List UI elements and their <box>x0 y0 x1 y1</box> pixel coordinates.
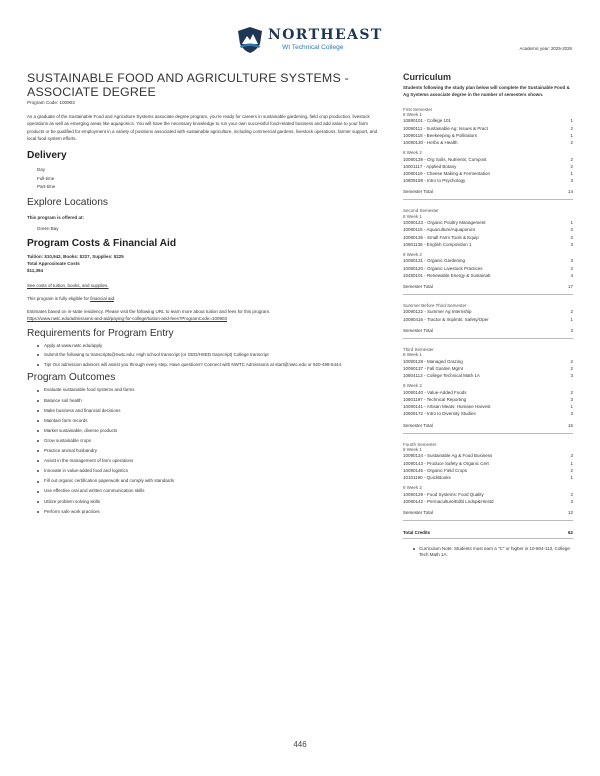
outcome-item: Maintain farm records <box>37 418 385 425</box>
outcome-item: Evaluate sustainable food systems and farms <box>37 387 385 394</box>
week-label: 8 Week 1 <box>403 352 422 358</box>
course-credits: 3 <box>570 453 573 459</box>
tuition-url-link[interactable]: https://www.nwtc.edu/admissions-and-aid/paying-for-college/tuition-and-fees?ProgramCode=100903 <box>27 315 227 321</box>
semester-list <box>403 107 573 521</box>
college-logo <box>236 26 386 54</box>
tuition-text: Tuition: $10,942, Books: $227, Supplies: $225 <box>27 253 124 259</box>
costs-heading: Program Costs & Financial Aid <box>27 237 177 249</box>
page-header <box>0 0 600 60</box>
outcome-item: Fill out organic certification paperwork and comply with standards <box>37 478 385 485</box>
course-credits: 2 <box>570 163 573 169</box>
total-costs-label-text: Total Approximate Costs <box>27 260 80 266</box>
shield-icon <box>236 26 264 54</box>
semester-total-label: Semester Total <box>403 422 433 428</box>
course-credits: 3 <box>570 498 573 504</box>
semester-block <box>403 347 573 434</box>
semester-block <box>403 442 573 521</box>
course-credits: 2 <box>570 491 573 497</box>
total-credits-value: 62 <box>567 529 573 535</box>
course-row <box>403 241 573 248</box>
outcomes-heading: Program Outcomes <box>27 372 116 384</box>
course-name: 10480101 - Renewable Energy & Sustainab <box>403 272 491 278</box>
course-name: 10804113 - College Technical Math 1A <box>403 373 480 379</box>
total-costs-value <box>27 267 385 274</box>
week-label: 8 Week 2 <box>403 485 422 491</box>
semester-name: Summer Before Third Semester <box>403 303 467 309</box>
delivery-item: Day <box>37 167 46 173</box>
semester-total-label: Semester Total <box>403 284 433 290</box>
course-name: 10090111 - Sustainable Ag: Issues & Pract <box>403 125 488 131</box>
delivery-item: Full-time <box>37 175 55 181</box>
outcome-item: Use effective oral and written communication skills <box>37 488 385 495</box>
course-row <box>403 139 573 146</box>
semester-block <box>403 303 573 339</box>
semester-total-value: 16 <box>567 422 573 428</box>
course-name: 10090139 - Org Soils, Nutrients, Compost <box>403 156 487 162</box>
course-credits: 2 <box>570 265 573 271</box>
course-credits: 1 <box>570 460 573 466</box>
course-credits: 2 <box>570 156 573 162</box>
week-label: 8 Week 2 <box>403 383 422 389</box>
estimates-text: Estimates based on in-state residency. Please visit the following URL to learn more about tuition and fees for this program. <box>27 308 271 314</box>
course-row <box>403 234 573 241</box>
course-credits: 2 <box>570 389 573 395</box>
program-description: As a graduate of the Sustainable Food and Agriculture Systems associate degree program, you're ready for careers in sustainable gardening, field crop production, livestock operations as well as emerging areas like aquaponics. You will have the necessary knowledge to run your own successful food-related business and add value to your farm products or be qualified for employment in a variety of positions associated with sustainable agriculture, including commercial gardens, livestock operations, farmer support, and local food system efforts. <box>27 114 378 142</box>
course-name: 10090130 - Herbs & Health <box>403 140 458 146</box>
course-row <box>403 403 573 410</box>
course-row <box>403 125 573 132</box>
course-name: 10090137 - Fall Garden Mgmt <box>403 365 464 371</box>
course-row <box>403 389 573 396</box>
course-name: 10090141 - Artisan Meats: Humane Harvest <box>403 404 491 410</box>
course-name: 10801197 - Technical Reporting <box>403 396 467 402</box>
delivery-list <box>27 166 385 191</box>
course-credits: 2 <box>570 125 573 131</box>
outcome-item: Utilize problem solving skills <box>37 499 385 506</box>
course-row <box>403 358 573 365</box>
financial-aid-link[interactable]: financial aid <box>90 295 115 301</box>
week-label: 8 Week 1 <box>403 213 422 219</box>
course-row <box>403 491 573 498</box>
semester-total-row <box>403 189 573 200</box>
semester-total-label: Semester Total <box>403 509 433 515</box>
curriculum-note: Curriculum Note: Students must earn a "C" or higher in 10-804-113, College Tech Math 1A. <box>413 546 573 559</box>
week-label: 8 Week 2 <box>403 150 422 156</box>
course-credits: 1 <box>570 171 573 177</box>
semester-name: Fourth Semester <box>403 441 437 447</box>
see-costs-link[interactable]: See costs of tuition, books, and supplies. <box>27 282 109 288</box>
delivery-item: Part-time <box>37 184 56 190</box>
outcome-item: Perform safe work practices <box>37 509 385 516</box>
semester-name: First Semester <box>403 106 433 112</box>
course-credits: 1 <box>570 132 573 138</box>
semester-total-label: Semester Total <box>403 189 433 195</box>
course-row <box>403 410 573 417</box>
outcome-item: Practice animal husbandry <box>37 448 385 455</box>
semester-total-row <box>403 284 573 295</box>
course-credits: 1 <box>570 118 573 124</box>
course-name: 10809198 - Intro to Psychology <box>403 178 466 184</box>
course-name: 10090136 - Small Farm Tools & Equip <box>403 234 479 240</box>
course-row <box>403 272 573 279</box>
course-credits: 2 <box>570 358 573 364</box>
course-credits: 2 <box>570 365 573 371</box>
course-row <box>403 132 573 139</box>
logo-name: NORTHEAST <box>268 27 383 43</box>
course-name: 10090128 - Managed Grazing <box>403 358 463 364</box>
aid-suffix: . <box>114 295 116 301</box>
semester-total-value: 12 <box>567 509 573 515</box>
program-code: Program Code: 100903 <box>27 100 75 106</box>
logo-subtitle: WI Technical College <box>282 44 344 51</box>
course-credits: 2 <box>570 140 573 146</box>
page-number: 446 <box>293 740 307 749</box>
course-credits: 4 <box>570 272 573 278</box>
total-costs-value-text: $11,394 <box>27 267 44 273</box>
course-name: 10090143 - Produce Safety & Organic Cert <box>403 460 489 466</box>
program-title: SUSTAINABLE FOOD AND AGRICULTURE SYSTEMS - ASSOCIATE DEGREE <box>27 71 349 99</box>
course-name: 10101190 - QuickBooks <box>403 474 451 480</box>
course-name: 10801136 - English Composition 1 <box>403 241 472 247</box>
course-row <box>403 156 573 163</box>
course-row <box>403 467 573 474</box>
course-credits: 3 <box>570 241 573 247</box>
semester-block <box>403 208 573 295</box>
tuition-line <box>27 253 385 260</box>
course-name: 10090416 - Tractor & Implmts: Safety/Oper <box>403 316 489 322</box>
total-credits-label: Total Credits <box>403 529 431 535</box>
curriculum-intro: Students following the study plan below will complete the Sustainable Food & Ag Systems associate degree in the number of semesters shown. <box>403 85 570 97</box>
course-credits: 3 <box>570 411 573 417</box>
outcome-item: Market sustainable, diverse products <box>37 428 385 435</box>
total-credits-row <box>403 530 573 539</box>
requirement-item: Apply at www.nwtc.edu/apply <box>37 343 385 350</box>
course-name: 10090134 - Sustainable Ag & Food Business <box>403 453 493 459</box>
course-name: 10090145 - Organic Field Crops <box>403 467 468 473</box>
course-row <box>403 308 573 315</box>
curriculum-heading: Curriculum <box>403 72 452 82</box>
course-row <box>403 316 573 323</box>
left-column <box>27 72 385 519</box>
course-row <box>403 219 573 226</box>
course-row <box>403 460 573 467</box>
requirements-heading: Requirements for Program Entry <box>27 327 174 339</box>
curriculum-column <box>403 72 573 559</box>
course-name: 10090142 - Permaculture/Edbl Lndsp&Hmstd <box>403 498 494 504</box>
semester-total-label: Semester Total <box>403 327 433 333</box>
requirements-list <box>27 343 385 369</box>
course-name: 10090115 - Aquaculture/Aquaponics <box>403 227 476 233</box>
course-credits: 3 <box>570 178 573 184</box>
course-name: 10090131 - Organic Gardening <box>403 258 466 264</box>
course-credits: 1 <box>570 316 573 322</box>
course-name: 10090119 - Cheese Making & Fermentation <box>403 171 490 177</box>
semester-total-row <box>403 423 573 434</box>
academic-year: Academic year: 2025-2026 <box>519 46 572 51</box>
course-row <box>403 226 573 233</box>
week-label: 8 Week 1 <box>403 446 422 452</box>
course-row <box>403 372 573 379</box>
outcomes-list <box>27 387 385 515</box>
course-row <box>403 365 573 372</box>
course-row <box>403 265 573 272</box>
semester-name: Third Semester <box>403 346 434 352</box>
course-credits: 1 <box>570 474 573 480</box>
course-name: 10001117 - Applied Botany <box>403 163 457 169</box>
see-costs-paragraph <box>27 282 385 289</box>
course-credits: 3 <box>570 258 573 264</box>
course-name: 10890101 - College 101 <box>403 118 452 124</box>
course-row <box>403 396 573 403</box>
requirement-item: Tip! Our admission advisors will assist you through every step. Have questions? Connect with NWTC Admissions at start@nwtc.edu or 920-498-5444. <box>37 362 385 369</box>
curriculum-notes <box>403 546 573 559</box>
course-row <box>403 170 573 177</box>
semester-total-row <box>403 328 573 339</box>
outcome-item: Assist in the management of farm operations <box>37 458 385 465</box>
course-name: 10090120 - Organic Livestock Practices <box>403 265 483 271</box>
semester-total-row <box>403 510 573 521</box>
course-row <box>403 474 573 481</box>
week-label: 8 Week 1 <box>403 112 422 117</box>
offered-at-text: This program is offered at: <box>27 214 85 220</box>
outcome-item: Balance soil health <box>37 398 385 405</box>
course-credits: 2 <box>570 467 573 473</box>
outcome-item: Make business and financial decisions <box>37 408 385 415</box>
course-name: 10090129 - Food Systems: Food Quality <box>403 491 484 497</box>
course-credits: 2 <box>570 234 573 240</box>
outcome-item: Grow sustainable crops <box>37 438 385 445</box>
course-name: 10090123 - Organic Poultry Management <box>403 220 486 226</box>
semester-total-value: 17 <box>567 284 573 290</box>
semester-name: Second Semester <box>403 208 439 214</box>
offered-at-label <box>27 214 385 221</box>
course-name: 10090140 - Value-Added Foods <box>403 389 467 395</box>
course-row <box>403 452 573 459</box>
delivery-heading: Delivery <box>27 150 67 162</box>
course-credits: 2 <box>570 309 573 315</box>
course-credits: 1 <box>570 220 573 226</box>
course-credits: 1 <box>570 404 573 410</box>
semester-block <box>403 107 573 201</box>
total-costs-label <box>27 260 385 267</box>
course-name: 10090122 - Summer Ag Internship <box>403 309 472 315</box>
requirement-item: Submit the following to transcripts@nwtc.edu: High school transcript (or GED/HSED transcript) College transcript <box>37 352 385 359</box>
course-row <box>403 257 573 264</box>
course-row <box>403 163 573 170</box>
course-row <box>403 117 573 124</box>
locations-heading: Explore Locations <box>27 196 108 208</box>
semester-total-value: 14 <box>567 189 573 195</box>
course-credits: 2 <box>570 227 573 233</box>
course-row <box>403 498 573 505</box>
course-name: 10809172 - Intro to Diversity Studies <box>403 411 476 417</box>
course-name: 10090118 - Beekeeping & Pollinators <box>403 132 477 138</box>
course-credits: 3 <box>570 373 573 379</box>
course-row <box>403 177 573 184</box>
location-item: Green Bay <box>37 225 59 231</box>
tuition-url-paragraph <box>27 315 385 322</box>
semester-total-value: 3 <box>570 327 573 333</box>
aid-prefix: This program is fully eligible for <box>27 295 91 301</box>
outcome-item: Innovate in value-added food and logistics <box>37 468 385 475</box>
course-credits: 3 <box>570 396 573 402</box>
financial-aid-paragraph <box>27 295 385 302</box>
week-label: 8 Week 2 <box>403 252 422 258</box>
